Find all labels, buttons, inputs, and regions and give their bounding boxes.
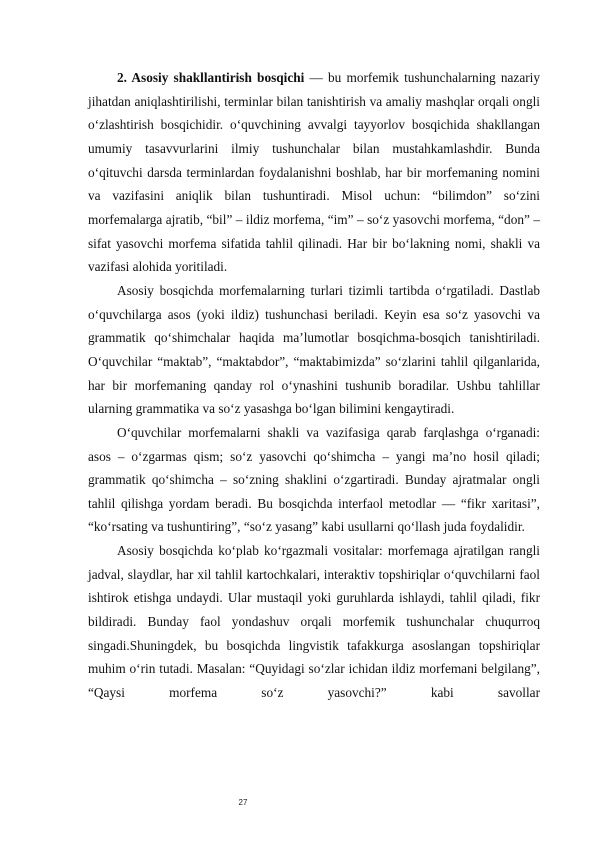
section-heading: 2. Asosiy shakllantirish bosqichi [117,70,305,85]
body-text [88,66,540,705]
paragraph-1 [88,66,540,279]
paragraph-2: Asosiy bosqichda morfemalarning turlari tizimli tartibda o‘rgatiladi. Dastlab o‘quvchilarga asos (yoki ildiz) tushunchasi beriladi. Keyin esa so‘z yasovchi va grammatik qo‘shimchalar haqida ma’lumotlar bosqichma-bosqich tanishtiriladi. O‘quvchilar “maktab”, “maktabdor”, “maktabimizda” so‘zlarini tahlil qilganlarida, har bir morfemaning qanday rol o‘ynashini tushunib boradilar. Ushbu tahlillar ularning grammatika va so‘z yasashga bo‘lgan bilimini kengaytiradi. [88,282,540,417]
paragraph-3: O‘quvchilar morfemalarni shakli va vazifasiga qarab farqlashga o‘rganadi: asos – o‘zgarmas qism; so‘z yasovchi qo‘shimcha – yangi ma’no hosil qiladi; grammatik qo‘shimcha – so‘zning shaklini o‘zgartiradi. Bunday ajratmalar ongli tahlil qilishga yordam beradi. Bu bosqichda interfaol metodlar — “fikr xaritasi”, “ko‘rsating va tushuntiring”, “so‘z yasang” kabi usullarni qo‘llash juda foydalidir. [88,424,540,535]
paragraph-1-text: — bu morfemik tushunchalarning nazariy jihatdan aniqlashtirilishi, terminlar bilan tanishtirish va amaliy mashqlar orqali ongli o‘zlashtirish bosqichidir. o‘quvchining avvalgi tayyorlov bosqichida shakllangan umumiy tasavvurlarini ilmiy tushunchalar bilan mustahkamlashdir. Bunda o‘qituvchi darsda terminlardan foydalanishni boshlab, har bir morfemaning nomini va vazifasini aniqlik bilan tushuntiradi. Misol uchun: “bilimdon” so‘zini morfemalarga ajratib, “bil” – ildiz morfema, “im” – so‘z yasovchi morfema, “don” – sifat yasovchi morfema sifatida tahlil qilinadi. Har bir bo‘lakning nomi, shakli va vazifasi alohida yoritiladi. [88,70,540,275]
paragraph-4: Asosiy bosqichda ko‘plab ko‘rgazmali vositalar: morfemaga ajratilgan rangli jadval, slaydlar, har xil tahlil kartochkalari, interaktiv topshiriqlar o‘quvchilarni faol ishtirok etishga undaydi. Ular mustaqil yoki guruhlarda ishlaydi, tahlil qiladi, fikr bildiradi. Bunday faol yondashuv orqali morfemik tushunchalar chuqurroq singadi.Shuningdek, bu bosqichda lingvistik tafakkurga asoslangan topshiriqlar muhim o‘rin tutadi. Masalan: “Quyidagi so‘zlar ichidan ildiz morfemani belgilang”, “Qaysi morfema so‘z yasovchi?” kabi savollar [88,543,540,701]
page-number: 27 [238,798,248,807]
